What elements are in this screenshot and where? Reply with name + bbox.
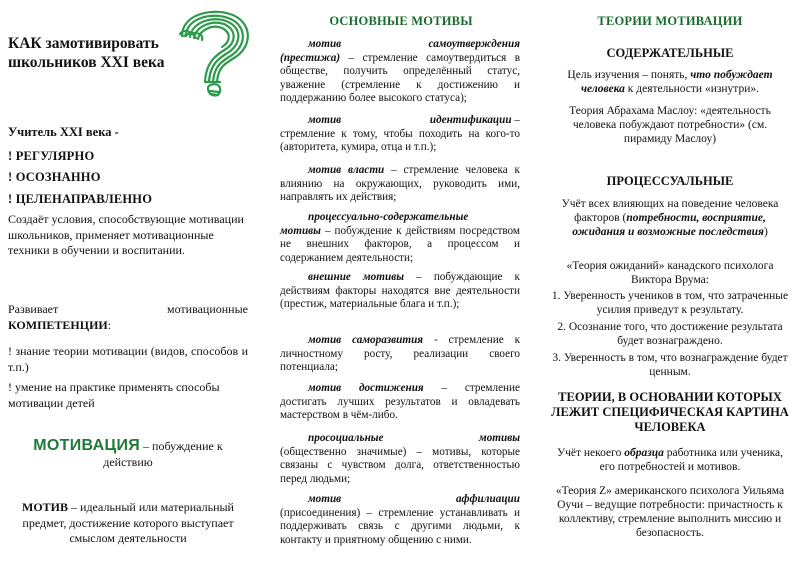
motive-text: – идеальный или материальный предмет, достижение которого выступает смыслом деятельности: [22, 500, 234, 545]
motive-text: (общественно значимые) – мотивы, которые связаны с чувством долга, ответственностью перед людьми;: [280, 445, 520, 485]
motive-dash: –: [511, 114, 520, 126]
motive-term: мотив: [308, 493, 342, 505]
content-theories-goal: [550, 68, 790, 96]
motive-text: – стремление человека к влиянию на окружающих, руководить ими, направлять их действия;: [280, 164, 520, 203]
motivation-text: – побуждение к действию: [103, 439, 223, 469]
motive-affiliation: [280, 493, 520, 547]
motive-term: идентификации: [429, 114, 512, 126]
motive-process-content: [280, 211, 520, 265]
column-intro: [0, 0, 262, 573]
develops-word: Развивает: [8, 302, 59, 316]
motive-text: - стремление к личностному росту, реализации своего потенциала;: [280, 334, 521, 373]
image-theories-sample: [550, 446, 790, 474]
motive-text: стремление к тому, чтобы походить на кого-то (авторитета, кумира, отца и т.п.);: [280, 127, 520, 153]
motive-term: аффилиации: [455, 493, 520, 505]
creates-paragraph: Создаёт условия, способствующие мотивации школьников, применяет мотивационные техники в обучении и воспитании.: [8, 212, 244, 257]
motivation-word: МОТИВАЦИЯ: [33, 437, 141, 454]
motivation-definition: [8, 438, 248, 470]
skill-item: ! умение на практике применять способы мотивации детей: [8, 380, 220, 410]
motive-term: самоутверждения: [428, 38, 520, 50]
content-theories-heading: СОДЕРЖАТЕЛЬНЫЕ: [606, 46, 734, 60]
sample-text-tail: работника или ученика, его потребностей и мотивов.: [599, 447, 784, 473]
main-motives-heading: ОСНОВНЫЕ МОТИВЫ: [329, 14, 473, 28]
sample-text: Учёт некоего: [556, 447, 625, 459]
factors-emphasis: потребности, восприятие, ожидания и возможные последствия: [572, 212, 766, 238]
motive-prosocial: [280, 432, 520, 486]
motive-text: – стремление самоутвердиться в обществе, получить определённый статус, уважение (стремление к достижению и поддержанию более высокого статуса);: [280, 51, 520, 104]
motive-text: – побуждающие к действиям факторы находятся вне деятельности (престиж, материальные блага и т.п.);: [280, 271, 520, 310]
motive-term: мотив: [308, 38, 342, 50]
goal-text: Цель изучения – понять,: [567, 69, 691, 81]
motive-term: мотив достижения: [308, 382, 424, 394]
develops-paragraph: [8, 302, 248, 333]
motive-text: (присоединения) – стремление устанавливать и поддерживать связь с другими людьми, к контакту и приятному общению с ними.: [280, 506, 520, 546]
image-theories-heading: ТЕОРИИ, В ОСНОВАНИИ КОТОРЫХ ЛЕЖИТ СПЕЦИФИЧЕСКАЯ КАРТИНА ЧЕЛОВЕКА: [551, 390, 789, 434]
motive-word: МОТИВ: [22, 500, 69, 514]
motive-term: (престижа): [280, 51, 341, 64]
motive-self-development: [280, 334, 520, 375]
bang-item-regularly: ! РЕГУЛЯРНО: [8, 149, 95, 163]
process-theories-heading: ПРОЦЕССУАЛЬНЫЕ: [606, 174, 734, 188]
bang-item-consciously: ! ОСОЗНАННО: [8, 170, 101, 184]
vroom-list-item: 1. Уверенность учеников в том, что затраченные усилия приведут к результату.: [551, 290, 789, 316]
motive-power: [280, 164, 520, 205]
motive-term: мотивы: [280, 224, 321, 237]
theories-heading: ТЕОРИИ МОТИВАЦИИ: [597, 14, 743, 28]
competencies-word: КОМПЕТЕНЦИИ: [8, 317, 108, 332]
competencies-colon: :: [107, 317, 112, 332]
motive-term: мотивы: [479, 432, 520, 444]
vroom-list-item: 3. Уверенность в том, что вознаграждение будет ценным.: [552, 352, 788, 378]
motive-term: мотив саморазвития: [308, 334, 424, 346]
motive-term: мотив: [308, 114, 342, 126]
vroom-list: [550, 289, 790, 379]
ouchi-theory: «Теория Z» американского психолога Уильяма Оучи – ведущие потребности: причастность к коллективу, стремление выполнить миссию и безопасность.: [555, 485, 785, 539]
goal-emphasis: что побуждает человека: [581, 69, 773, 95]
teacher-label: Учитель XXI века -: [8, 125, 119, 139]
motive-text: – стремление достигать лучших результатов и овладевать мастерством в чём-либо.: [280, 382, 520, 421]
motive-term: внешние мотивы: [308, 271, 404, 283]
motive-external: [280, 271, 520, 312]
motive-term: процессуально-содержательные: [308, 211, 469, 223]
column-theories: [540, 0, 800, 573]
motive-achievement: [280, 382, 520, 423]
bang-item-purposefully: ! ЦЕЛЕНАПРАВЛЕННО: [8, 192, 153, 206]
knowledge-item: ! знание теории мотивации (видов, способов и т.п.): [8, 344, 248, 374]
column-main-motives: [270, 0, 532, 573]
process-theories-factors: [550, 197, 790, 239]
motive-identification: [280, 114, 520, 155]
goal-text-tail: к деятельности «изнутри».: [624, 83, 759, 95]
motive-definition: [8, 500, 248, 547]
factors-close: ): [763, 226, 768, 238]
vroom-theory: «Теория ожиданий» канадского психолога Виктора Врума:: [566, 260, 774, 286]
motive-text: – побуждение к действиям посредством не внешних факторов, а процессом и содержанием деятельности;: [280, 224, 520, 264]
vroom-list-item: 2. Осознание того, что достижение результата будет вознаграждено.: [557, 321, 783, 347]
maslow-theory: Теория Абрахама Маслоу: «деятельность человека побуждают потребности» (см. пирамиду Маслоу): [569, 105, 771, 145]
develops-adjective: мотивационные: [166, 302, 248, 316]
factors-text: Учёт всех влияющих на поведение человека факторов (: [561, 198, 779, 224]
motive-self-affirmation: [280, 38, 520, 106]
motive-term: просоциальные: [308, 432, 384, 444]
sample-emphasis: образца: [624, 447, 664, 459]
page-title: КАК замотивировать школьников XXI века: [8, 35, 165, 71]
motive-term: мотив власти: [308, 164, 385, 176]
